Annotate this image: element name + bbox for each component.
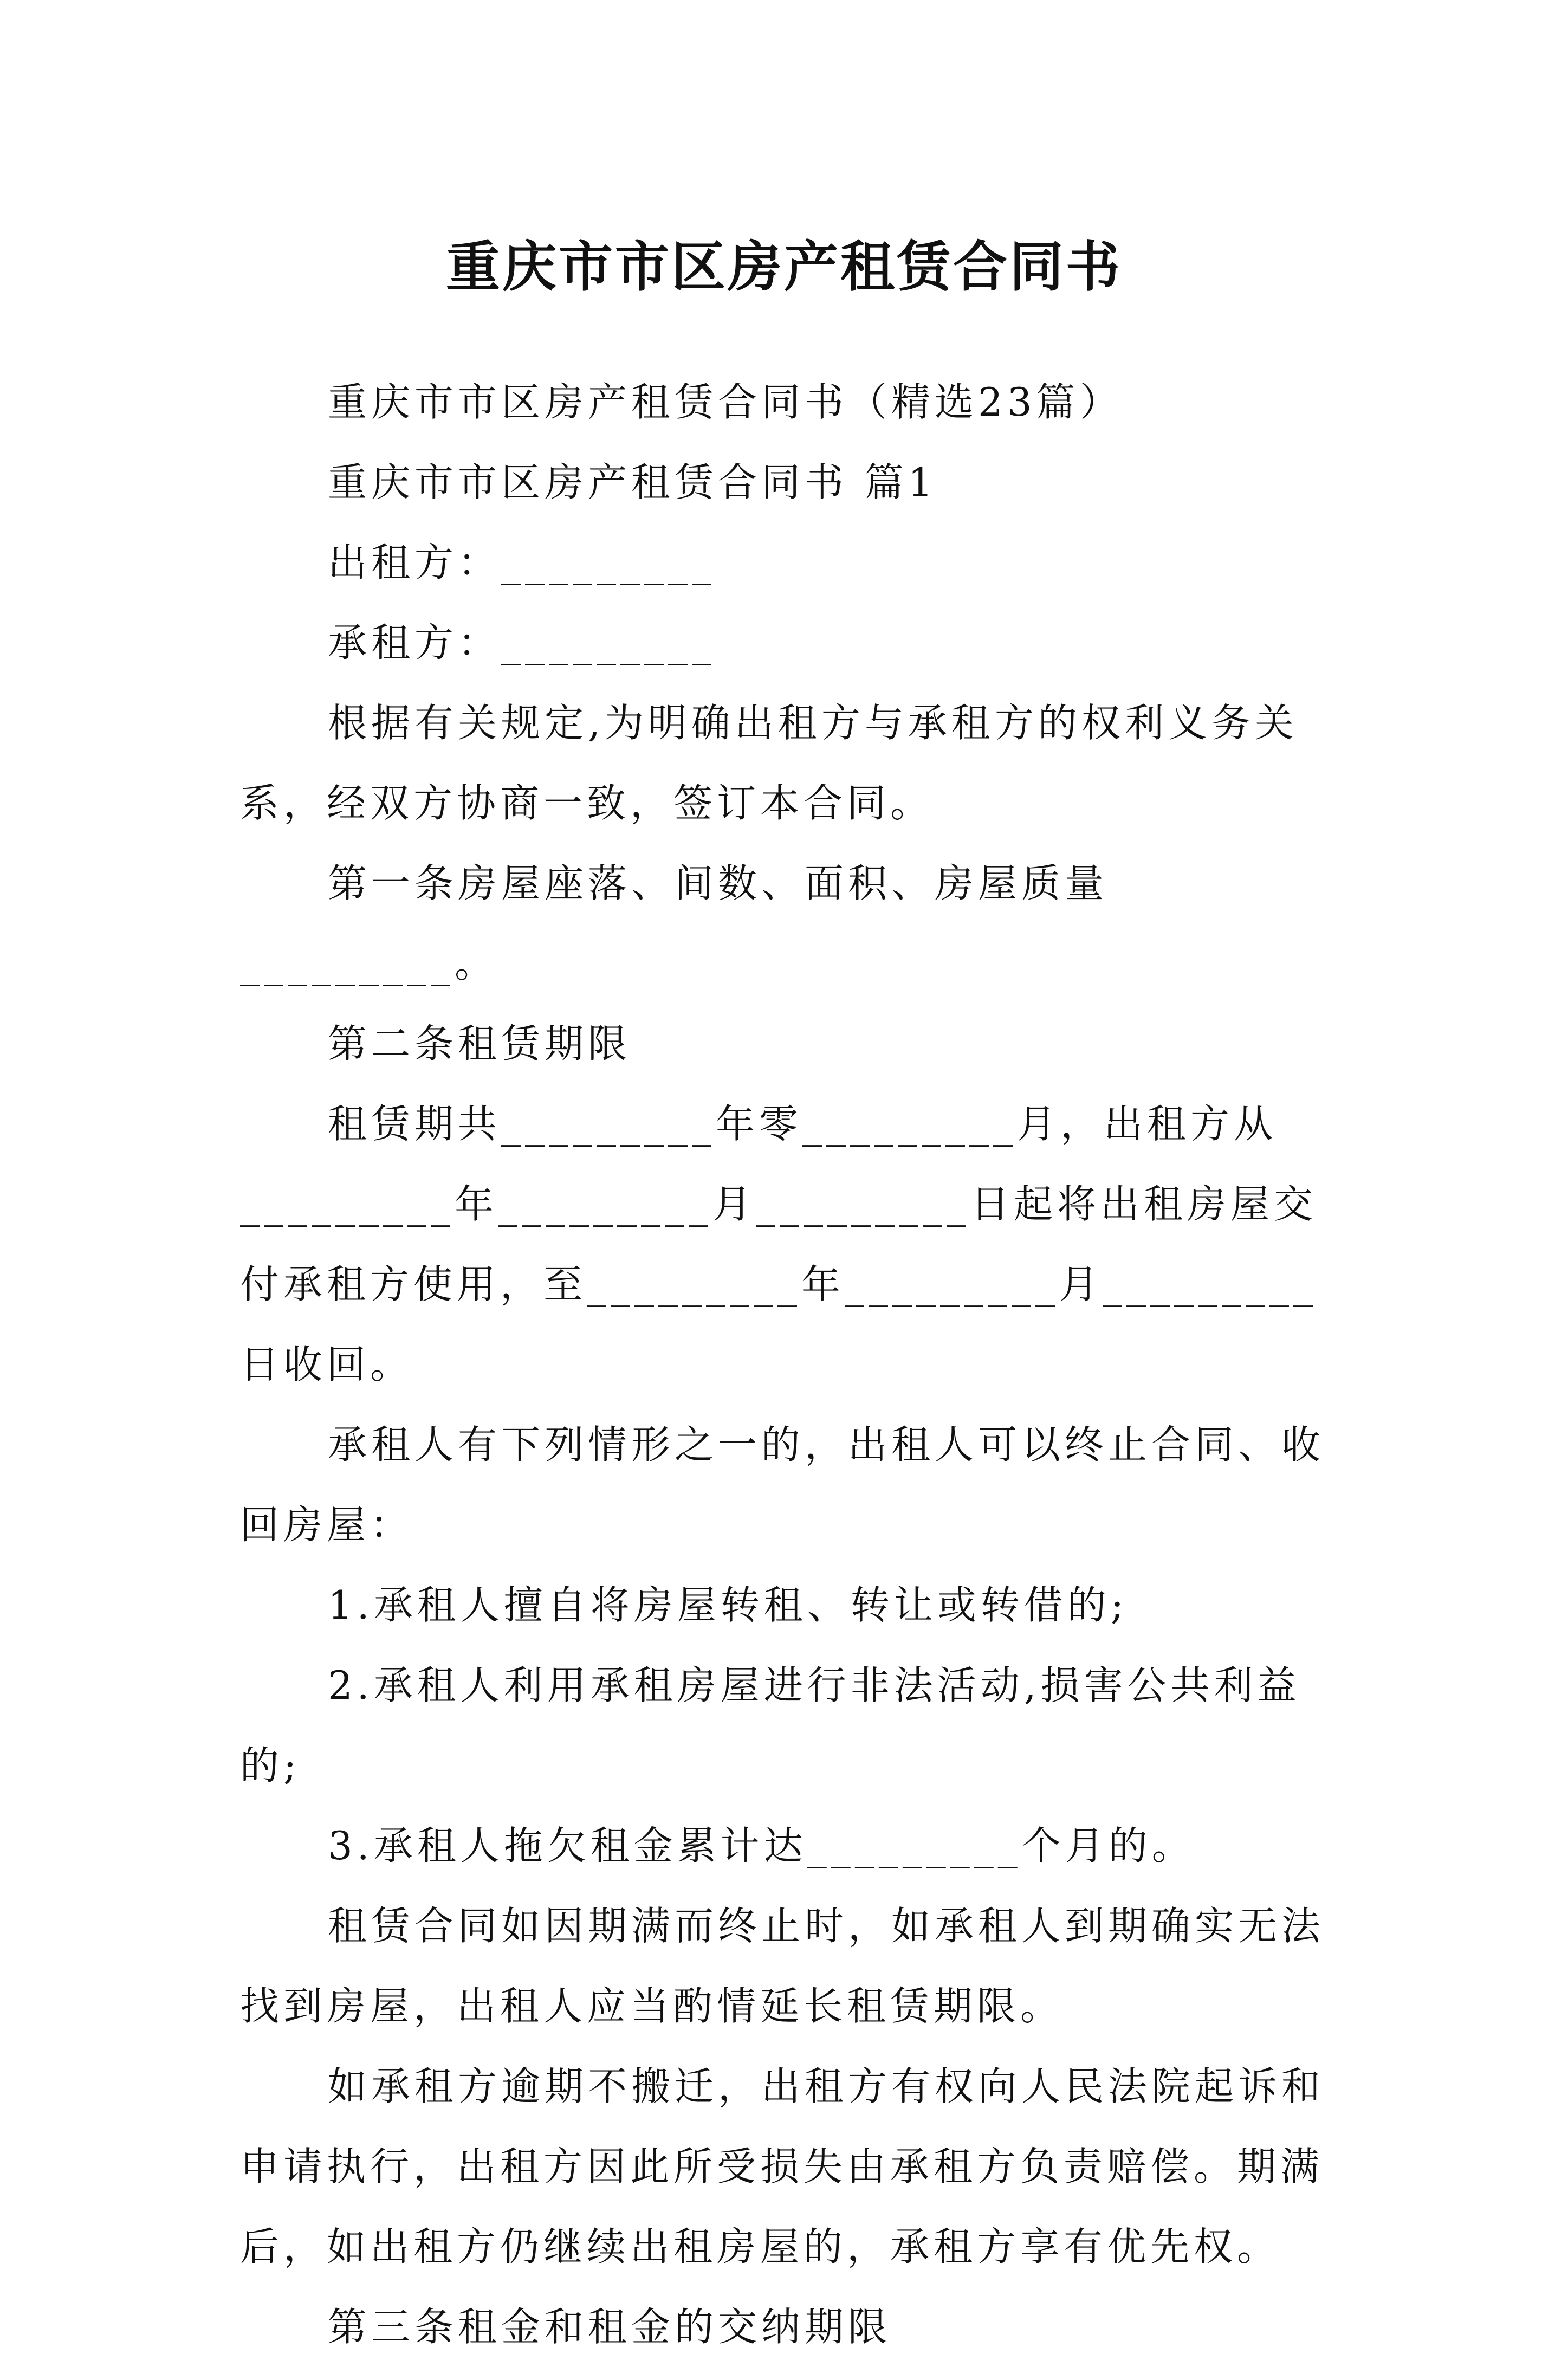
- termination-item-2: 2.承租人利用承租房屋进行非法活动,损害公共利益的;: [240, 1663, 1301, 1788]
- lessor-line: 出租方：_________: [328, 540, 716, 585]
- document-title: 重庆市市区房产租赁合同书: [446, 235, 1122, 299]
- article-1-paragraph: 第一条房屋座落、间数、面积、房屋质量_________。: [240, 861, 1109, 986]
- lessee-line: 承租方：_________: [328, 620, 716, 665]
- overdue-paragraph: 如承租方逾期不搬迁，出租方有权向人民法院起诉和申请执行，出租方因此所受损失由承租方负责赔偿。期满后，如出租方仍继续出租房屋的，承租方享有优先权。: [240, 2064, 1325, 2269]
- subtitle-paragraph: 重庆市市区房产租赁合同书（精选23篇）: [328, 379, 1123, 425]
- termination-item-1: 1.承租人擅自将房屋转租、转让或转借的;: [328, 1582, 1128, 1628]
- expiry-extension-paragraph: 租赁合同如因期满而终止时，如承租人到期确实无法找到房屋，出租人应当酌情延长租赁期限。: [240, 1903, 1325, 2029]
- document-body: [240, 362, 1351, 2367]
- section-heading: 重庆市市区房产租赁合同书 篇1: [328, 460, 937, 505]
- article-2-heading: 第二条租赁期限: [328, 1021, 632, 1066]
- termination-intro-paragraph: 承租人有下列情形之一的，出租人可以终止合同、收回房屋：: [240, 1422, 1325, 1548]
- intro-paragraph: 根据有关规定,为明确出租方与承租方的权利义务关系，经双方协商一致，签订本合同。: [240, 700, 1298, 826]
- lease-term-paragraph: 租赁期共_________年零_________月，出租方从_________年_________月_________日起将出租房屋交付承租方使用，至_________年_________月_________日收回。: [240, 1101, 1318, 1387]
- termination-item-3: 3.承租人拖欠租金累计达_________个月的。: [328, 1823, 1195, 1868]
- article-3-heading: 第三条租金和租金的交纳期限: [328, 2304, 892, 2350]
